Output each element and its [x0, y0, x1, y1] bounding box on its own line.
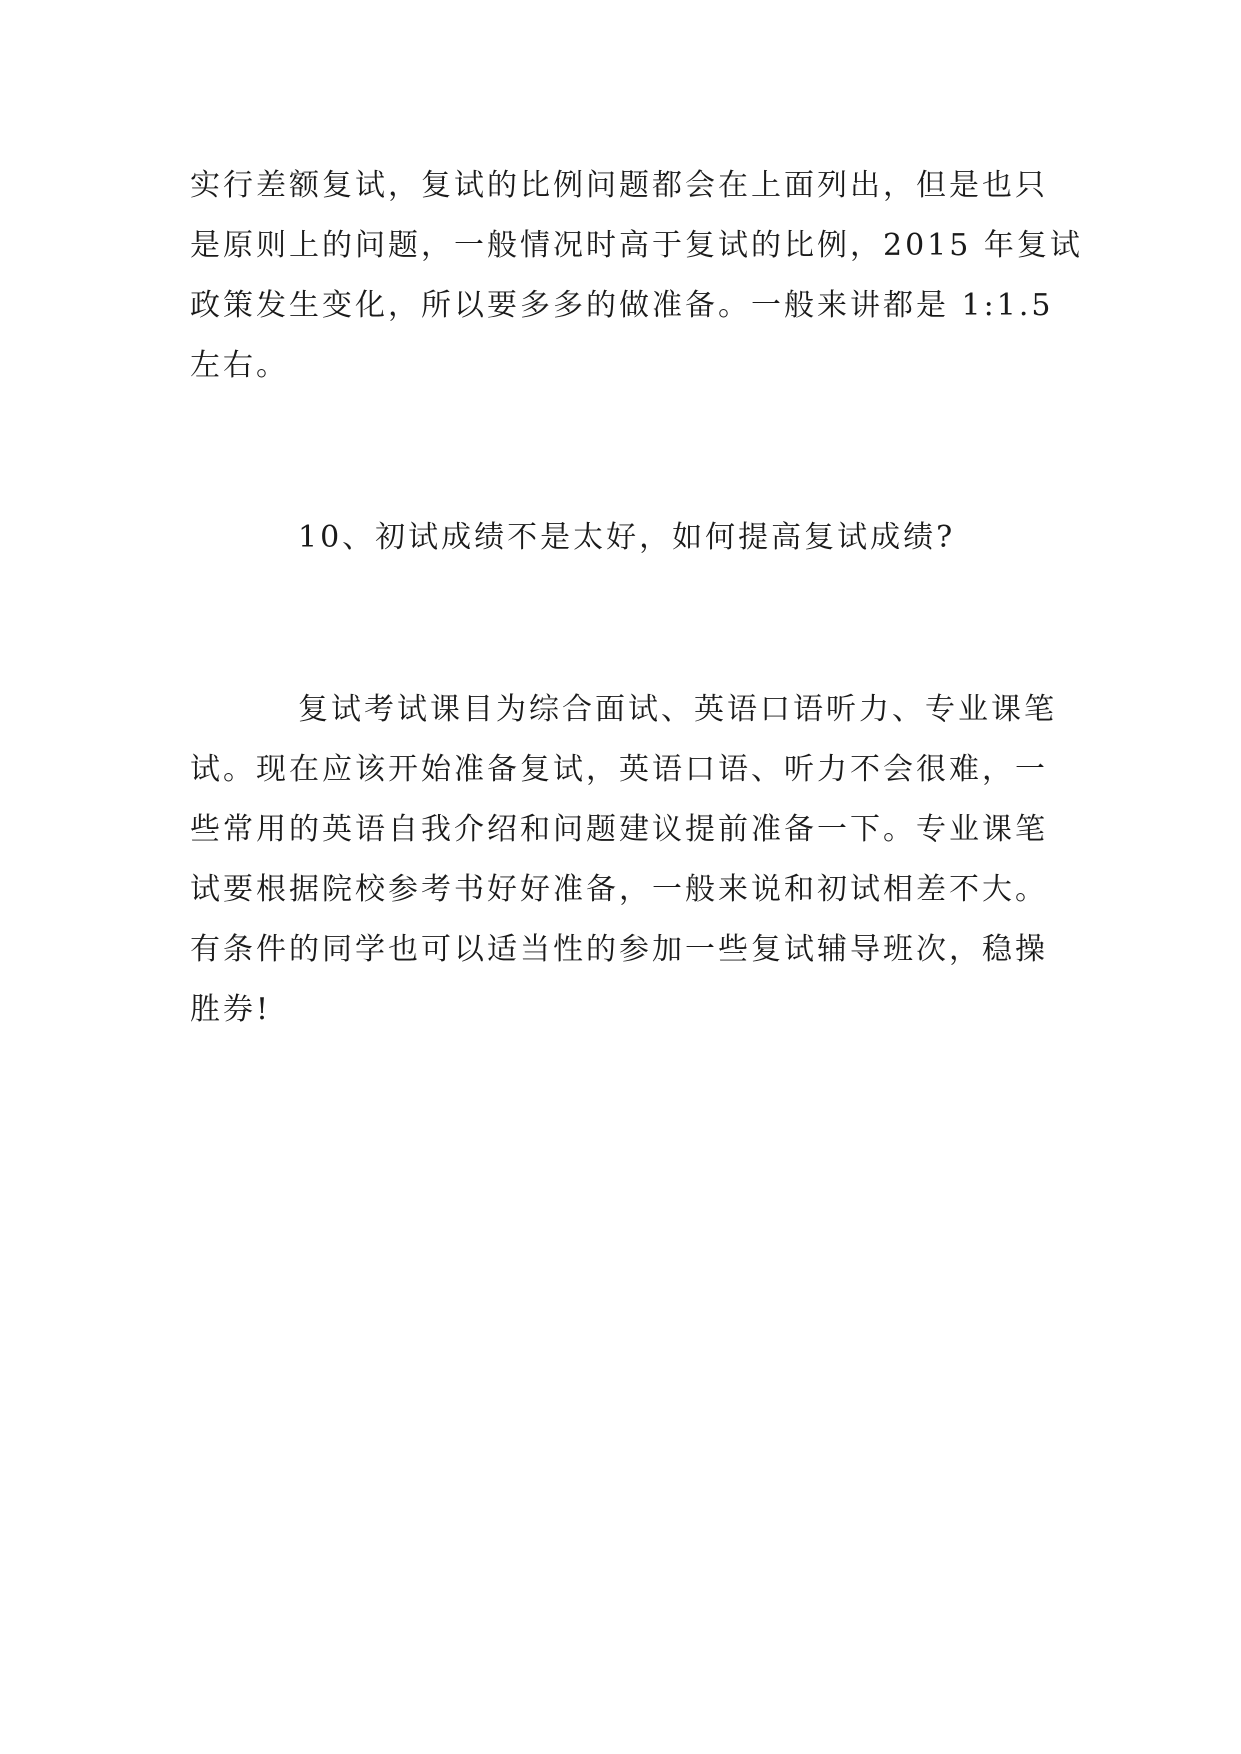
paragraph2-line: 试要根据院校参考书好好准备，一般来说和初试相差不大。 — [190, 872, 1048, 907]
paragraph2-line: 有条件的同学也可以适当性的参加一些复试辅导班次，稳操 — [190, 932, 1048, 967]
paragraph1-line: 左右。 — [190, 348, 289, 383]
paragraph2-line: 复试考试课目为综合面试、英语口语听力、专业课笔 — [298, 692, 1057, 727]
paragraph2-line: 些常用的英语自我介绍和问题建议提前准备一下。专业课笔 — [190, 812, 1048, 847]
paragraph1-line: 实行差额复试，复试的比例问题都会在上面列出，但是也只 — [190, 168, 1048, 203]
paragraph2-line: 试。现在应该开始准备复试，英语口语、听力不会很难，一 — [190, 752, 1048, 787]
question-heading: 10、初试成绩不是太好，如何提高复试成绩? — [298, 520, 956, 555]
paragraph2-line: 胜券! — [190, 992, 272, 1027]
paragraph1-line: 是原则上的问题，一般情况时高于复试的比例，2015 年复试 — [190, 228, 1083, 263]
paragraph1-line: 政策发生变化，所以要多多的做准备。一般来讲都是 1:1.5 — [190, 288, 1054, 323]
